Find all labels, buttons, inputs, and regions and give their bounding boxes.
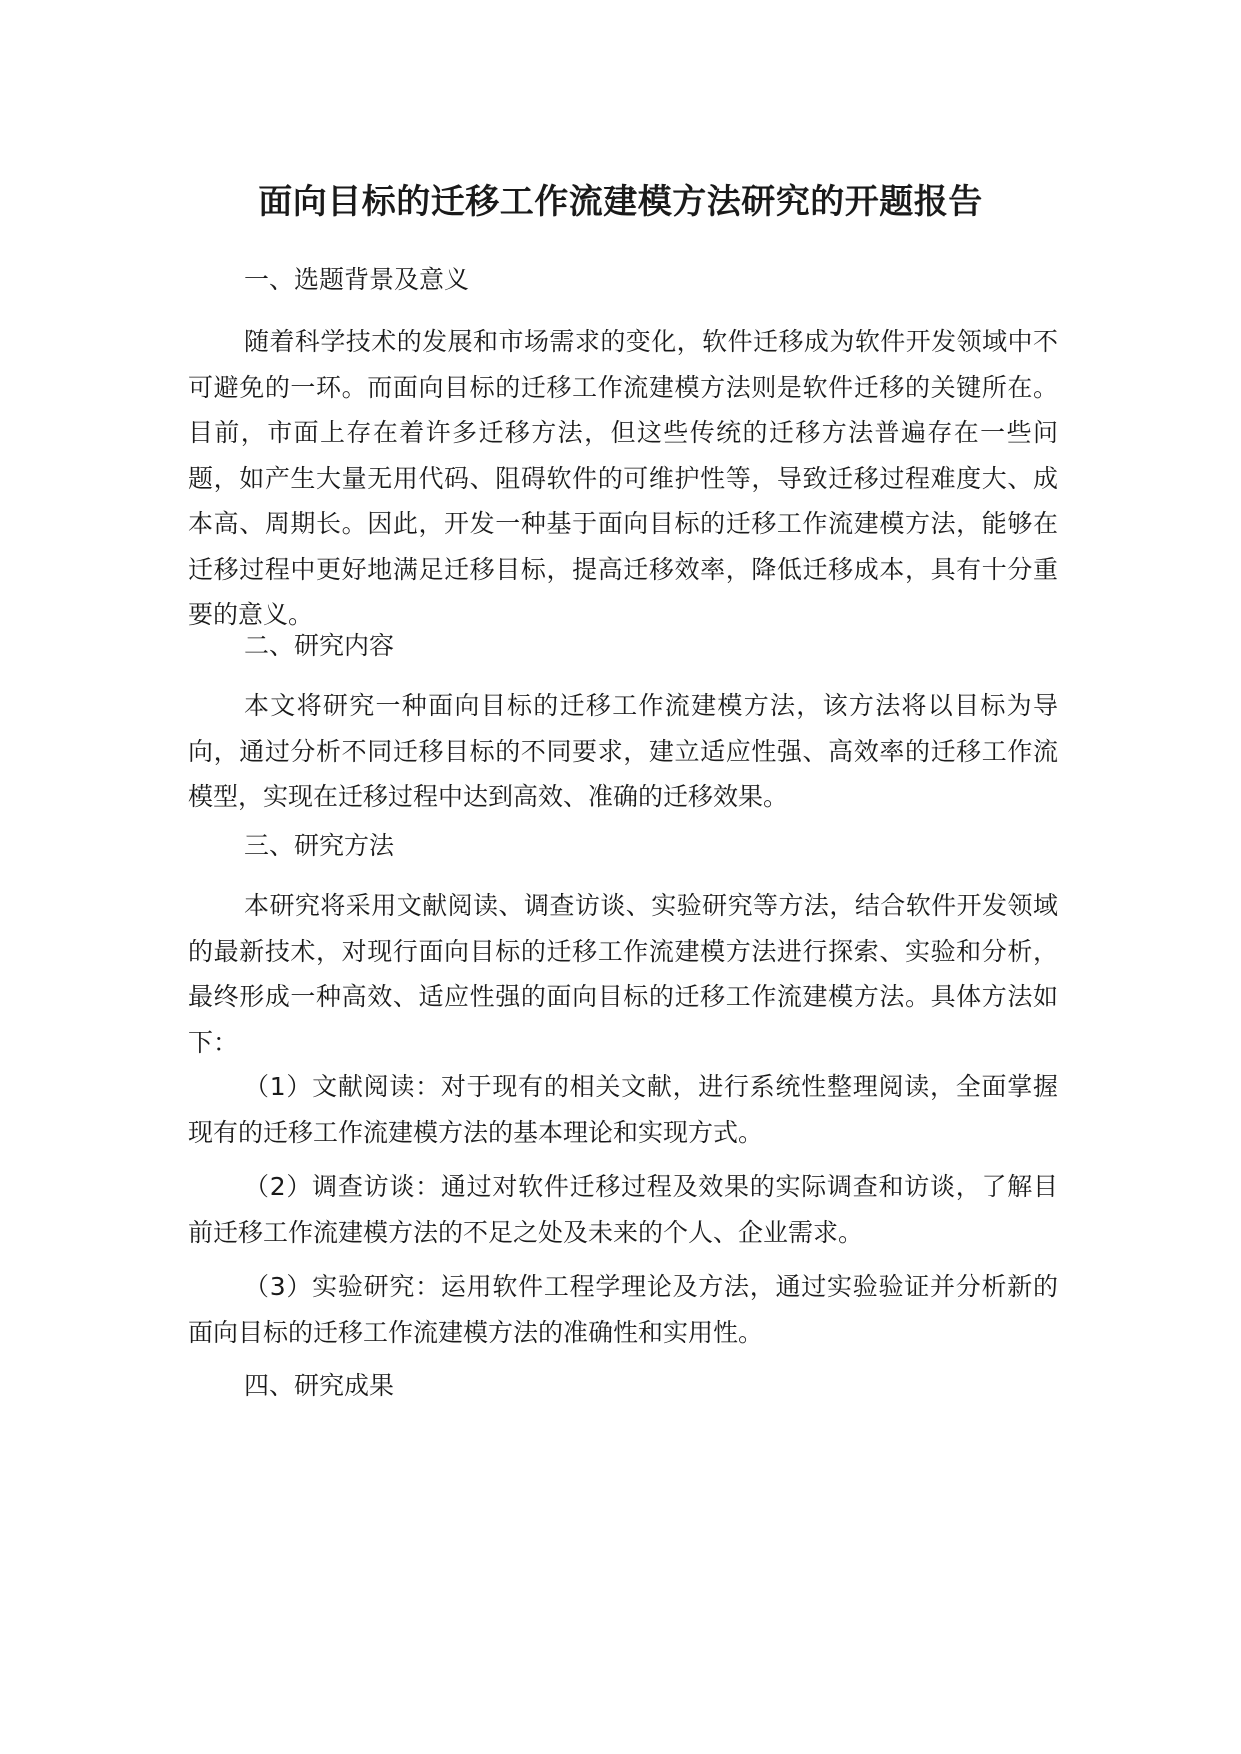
method-item-interview: （2）调查访谈：通过对软件迁移过程及效果的实际调查和访谈，了解目前迁移工作流建模方法的不足之处及未来的个人、企业需求。 [188,1172,1058,1247]
section-paragraph-methods: 本研究将采用文献阅读、调查访谈、实验研究等方法，结合软件开发领域的最新技术，对现行面向目标的迁移工作流建模方法进行探索、实验和分析，最终形成一种高效、适应性强的面向目标的迁移工作流建模方法。具体方法如下： [188,891,1058,1057]
method-item-literature: （1）文献阅读：对于现有的相关文献，进行系统性整理阅读，全面掌握现有的迁移工作流建模方法的基本理论和实现方式。 [188,1072,1058,1147]
section-heading-methods: 三、研究方法 [244,831,395,860]
method-item-experiment: （3）实验研究：运用软件工程学理论及方法，通过实验验证并分析新的面向目标的迁移工作流建模方法的准确性和实用性。 [188,1272,1058,1347]
document-title: 面向目标的迁移工作流建模方法研究的开题报告 [258,182,983,222]
section-heading-background: 一、选题背景及意义 [244,265,470,294]
section-paragraph-content: 本文将研究一种面向目标的迁移工作流建模方法，该方法将以目标为导向，通过分析不同迁移目标的不同要求，建立适应性强、高效率的迁移工作流模型，实现在迁移过程中达到高效、准确的迁移效果。 [188,691,1058,811]
section-paragraph-background: 随着科学技术的发展和市场需求的变化，软件迁移成为软件开发领域中不可避免的一环。而面向目标的迁移工作流建模方法则是软件迁移的关键所在。目前，市面上存在着许多迁移方法，但这些传统的迁移方法普遍存在一些问题，如产生大量无用代码、阻碍软件的可维护性等，导致迁移过程难度大、成本高、周期长。因此，开发一种基于面向目标的迁移工作流建模方法，能够在迁移过程中更好地满足迁移目标，提高迁移效率，降低迁移成本，具有十分重要的意义。 [188,327,1058,629]
section-heading-content: 二、研究内容 [244,631,395,660]
section-heading-results: 四、研究成果 [244,1371,395,1400]
